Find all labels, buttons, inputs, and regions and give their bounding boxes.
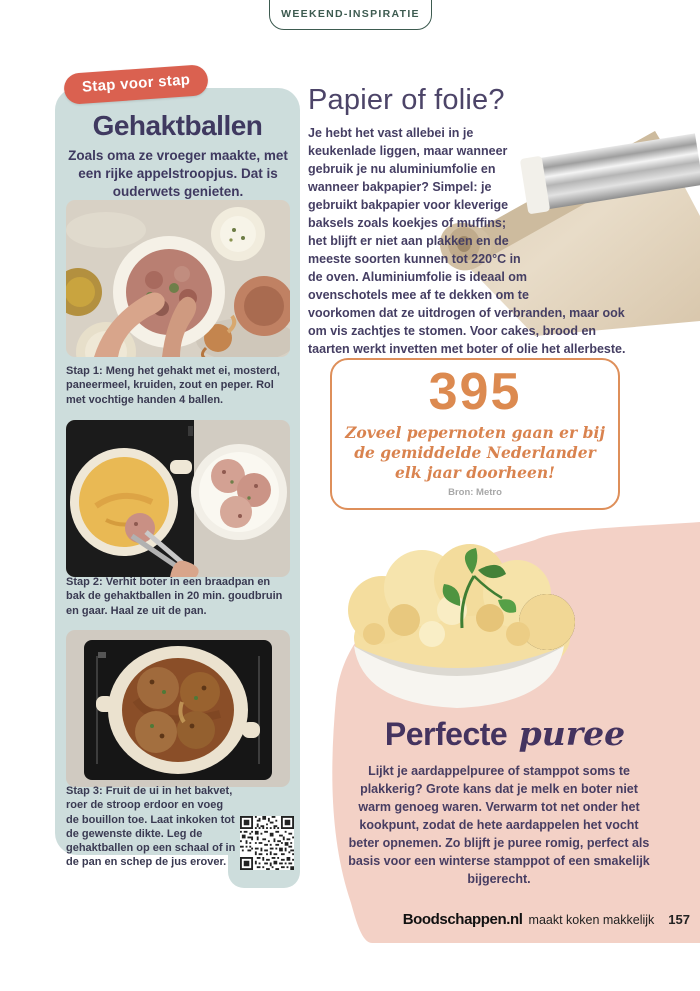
step-2-caption: Stap 2: Verhit boter in een braadpan en bak de gehaktballen in 20 min. goudbruin en gaar. Haal ze uit de pan. — [66, 576, 283, 617]
brand-logo: Boodschappen.nl — [402, 911, 523, 928]
text-wrap-spacer — [523, 150, 688, 300]
puree-section-title — [330, 714, 680, 753]
step-by-step-badge-label: Stap voor stap — [81, 71, 191, 96]
recipe-title: Gehaktballen — [92, 110, 263, 141]
mashed-potatoes-photo — [312, 518, 602, 718]
footer — [380, 911, 690, 928]
section-header-label: WEEKEND-INSPIRATIE — [281, 8, 420, 20]
footer-tagline: maakt koken makkelijk — [528, 913, 655, 927]
step-1-caption: Stap 1: Meng het gehakt met ei, mosterd, paneermeel, kruiden, zout en peper. Rol met vochtige handen 4 ballen. — [66, 365, 280, 406]
stat-source: Bron: Metro — [448, 487, 502, 499]
stat-callout-box — [330, 358, 620, 510]
stat-number: 395 — [428, 363, 522, 421]
qr-code — [240, 816, 294, 870]
article-body — [308, 124, 628, 358]
step-3-caption: Stap 3: Fruit de ui in het bakvet, roer de stroop erdoor en voeg de bouillon toe. Laat inkoken tot de gewenste dikte. Leg de gehaktballen op een schaal of in de pan en schep de jus erover. — [66, 785, 236, 869]
stat-caption: Zoveel pepernoten gaan er bij de gemiddelde Nederlander elk jaar doorheen! — [345, 423, 605, 483]
section-header-tab — [269, 0, 432, 30]
puree-title-regular: Perfecte — [384, 716, 508, 752]
recipe-intro: Zoals oma ze vroeger maakte, met een rijke appelstroopjus. Dat is ouderwets genieten. — [68, 148, 288, 199]
step-3-photo — [66, 630, 290, 787]
article-body-text: Je hebt het vast allebei in je keukenlade liggen, maar wanneer gebruik je nu aluminiumfolie en wanneer bakpapier? Simpel: je gebruikt bakpapier voor kleverige baksels zoals koekjes of muffins; het blijft er niet aan plakken en de meeste soorten kunnen tot 220°C in de oven. Aluminiumfolie is ideaal om ovenschotels mee af te dekken om te voorkomen dat ze uitdrogen of verbranden, maar ook om vis zachtjes te stomen. Voor cakes, brood en taarten werkt invetten met boter of olie het allerbeste. — [308, 126, 626, 356]
puree-title-script: puree — [518, 714, 626, 753]
puree-body: Lijkt je aardappelpuree of stamppot soms te plakkerig? Grote kans dat je melk en boter niet warm genoeg waren. Verwarm tot net onder het kookpunt, zodat de hete aardappelen het vocht beter opnemen. Zo blijft je puree romig, perfect als basis voor een winterse stamppot of een smakelijk bijgerecht. — [348, 764, 650, 886]
page-number: 157 — [668, 912, 690, 927]
step-1-photo — [66, 200, 290, 357]
step-2-photo — [66, 420, 290, 577]
article-title: Papier of folie? — [308, 84, 505, 116]
